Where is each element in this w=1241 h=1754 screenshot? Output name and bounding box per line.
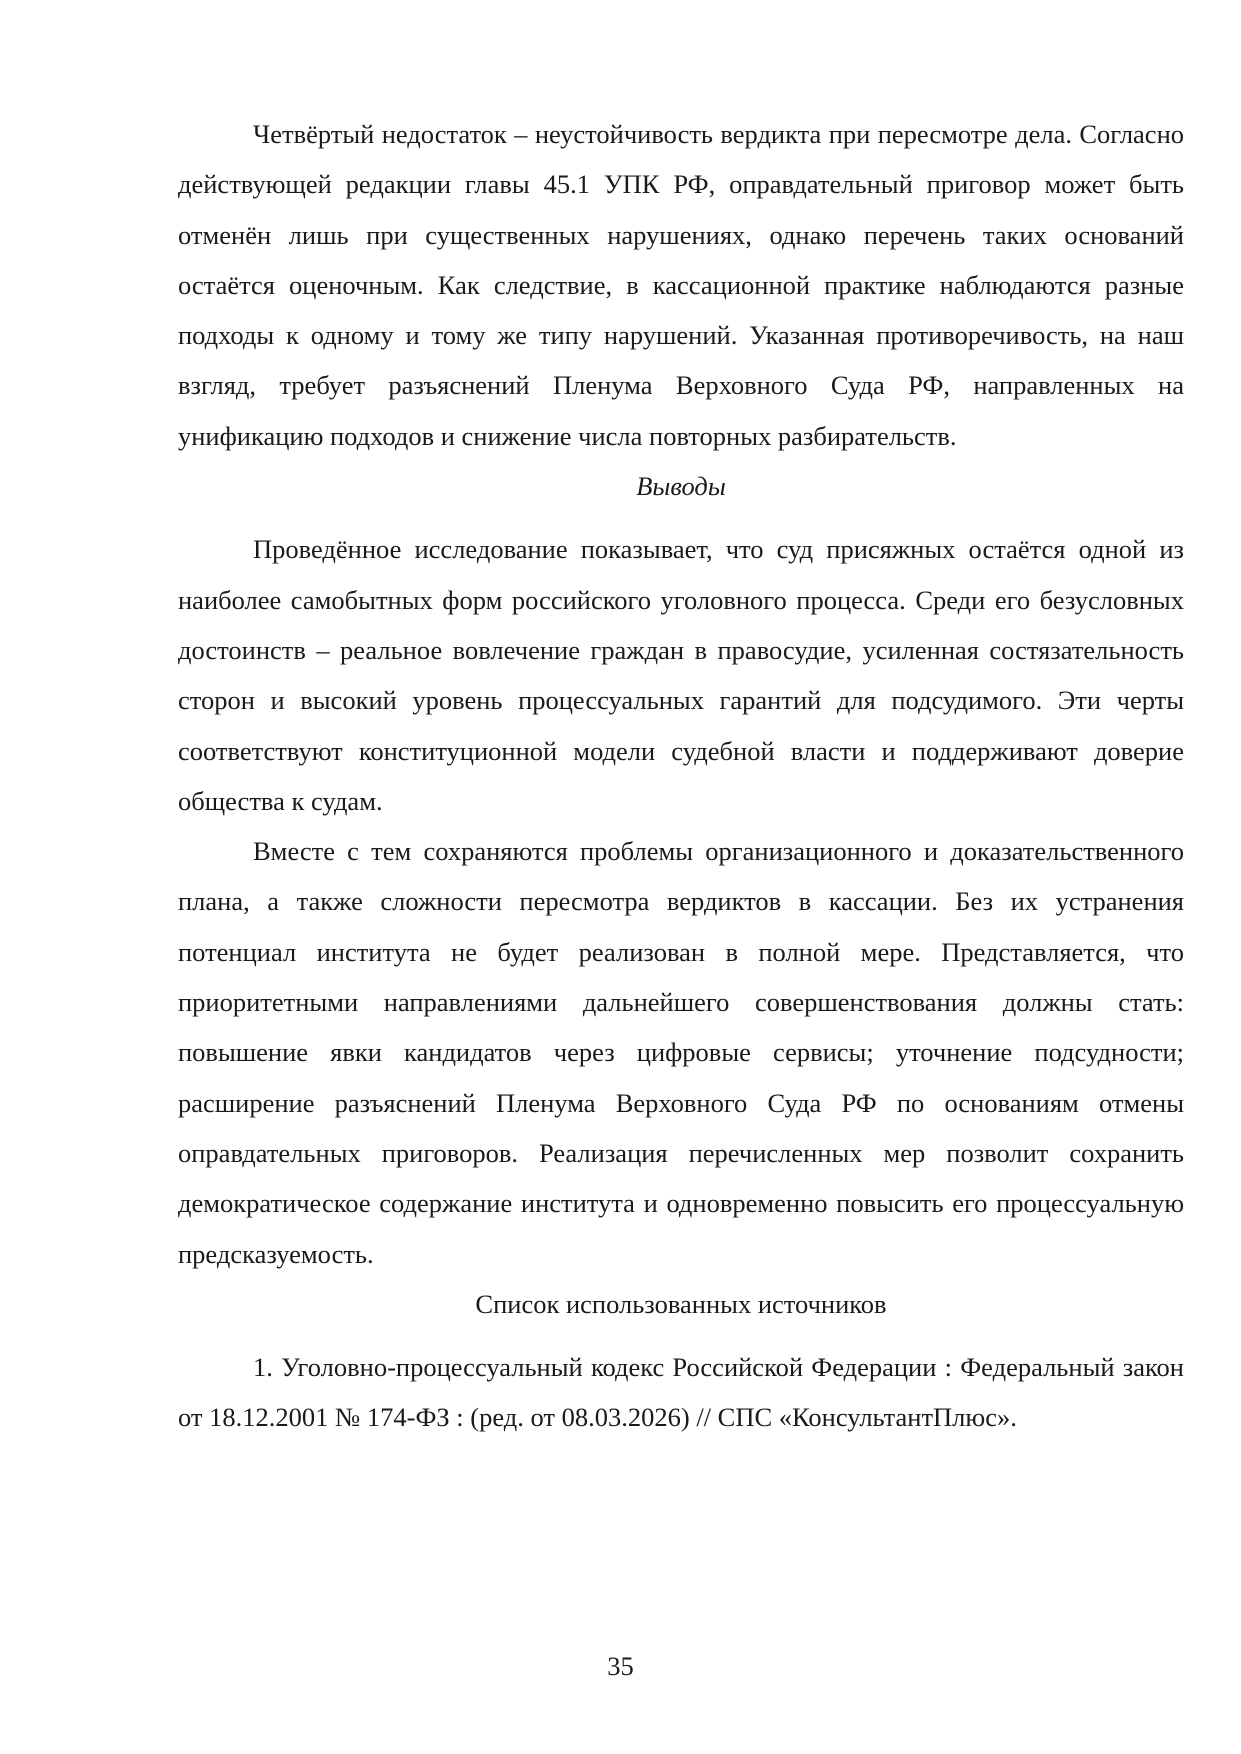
paragraph-fourth-drawback: Четвёртый недостаток – неустойчивость вердикта при пересмотре дела. Согласно действующей редакции главы 45.1 УПК РФ, оправдательный приговор может быть отменён лишь при существенных нарушениях, однако перечень таких оснований остаётся оценочным. Как следствие, в кассационной практике наблюдаются разные подходы к одному и тому же типу нарушений. Указанная противоречивость, на наш взгляд, требует разъяснений Пленума Верховного Суда РФ, направленных на унификацию подходов и снижение числа повторных разбирательств. [178,119,1184,451]
conclusions-heading: Выводы [636,471,726,502]
paragraph-study-results: Проведённое исследование показывает, что суд присяжных остаётся одной из наиболее самобытных форм российского уголовного процесса. Среди его безусловных достоинств – реальное вовлечение граждан в правосудие, усиленная состязательность сторон и высокий уровень процессуальных гарантий для подсудимого. Эти черты соответствуют конституционной модели судебной власти и поддерживают доверие общества к судам. [178,534,1184,816]
page-number: 35 [607,1651,634,1681]
paragraph-remaining-problems: Вместе с тем сохраняются проблемы организационного и доказательственного плана, а также сложности пересмотра вердиктов в кассации. Без их устранения потенциал института не будет реализован в полной мере. Представляется, что приоритетными направлениями дальнейшего совершенствования должны стать: повышение явки кандидатов через цифровые сервисы; уточнение подсудности; расширение разъяснений Пленума Верховного Суда РФ по основаниям отмены оправдательных приговоров. Реализация перечисленных мер позволит сохранить демократическое содержание института и одновременно повысить его процессуальную предсказуемость. [178,836,1184,1269]
source-item-1: 1. Уголовно-процессуальный кодекс Российской Федерации : Федеральный закон от 18.12.2001 № 174-ФЗ : (ред. от 08.03.2026) // СПС «КонсультантПлюс». [178,1352,1184,1433]
document-page [178,109,1184,1443]
sources-heading: Список использованных источников [475,1288,887,1319]
